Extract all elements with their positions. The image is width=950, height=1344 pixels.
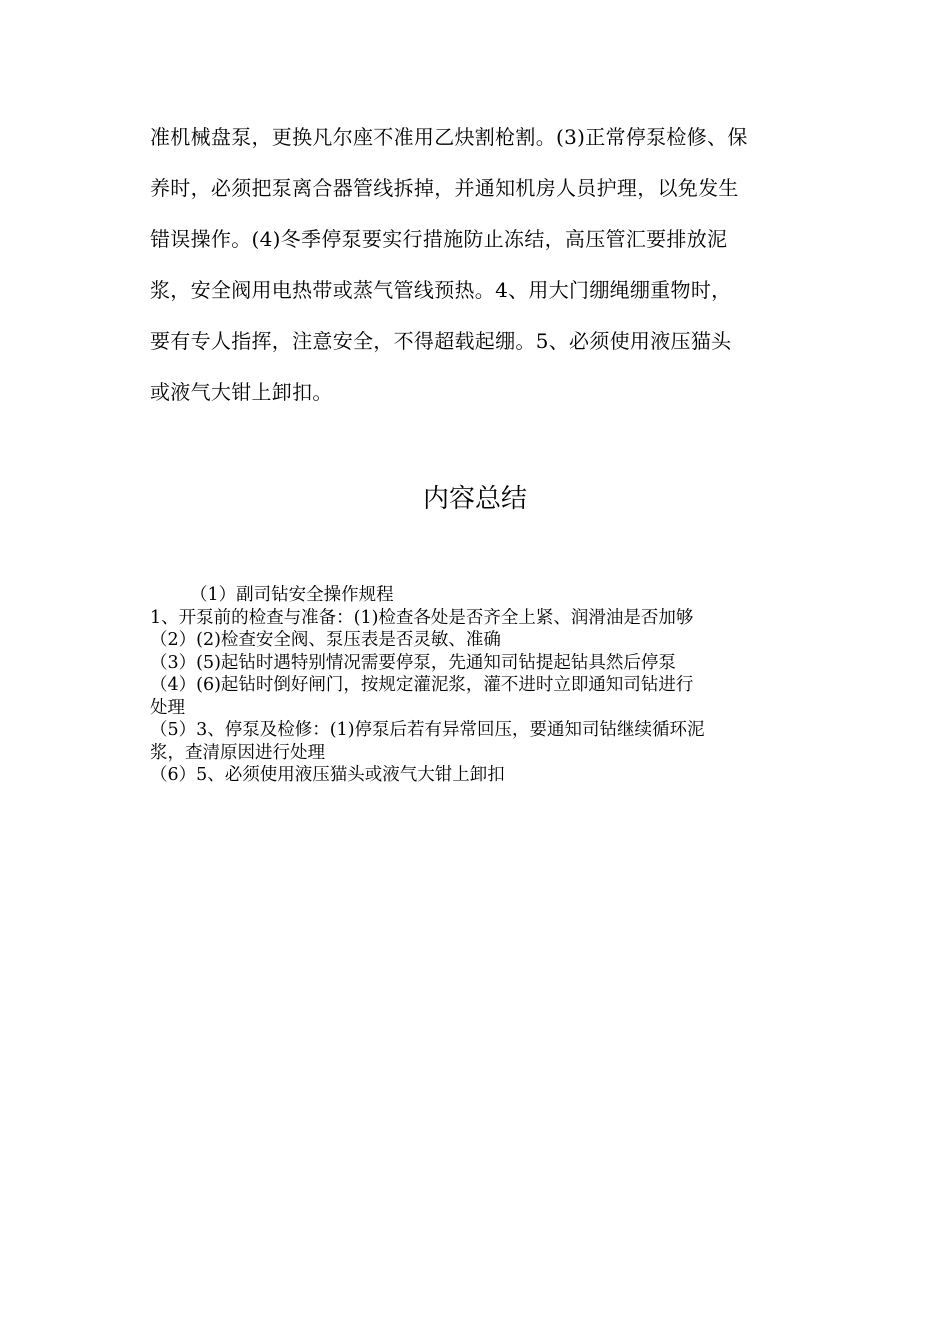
body-line: 或液气大钳上卸扣。 [150,380,333,404]
summary-item-continuation: 处理 [150,697,185,718]
summary-item: （3）(5)起钻时遇特别情况需要停泵，先通知司钻提起钻具然后停泵 [150,652,676,673]
summary-list [150,584,810,787]
body-line: 浆，安全阀用电热带或蒸气管线预热。4、用大门绷绳绷重物时， [150,278,732,302]
summary-item: （6）5、必须使用液压猫头或液气大钳上卸扣 [150,765,505,785]
body-line: 要有专人指挥，注意安全，不得超载起绷。5、必须使用液压猫头 [150,329,732,353]
summary-item: 1、开泵前的检查与准备：(1)检查各处是否齐全上紧、润滑油是否加够 [150,607,694,628]
summary-item: （4）(6)起钻时倒好闸门，按规定灌泥浆，灌不进时立即通知司钻进行 [150,675,694,695]
body-line: 养时，必须把泵离合器管线拆掉，并通知机房人员护理，以免发生 [150,176,739,200]
summary-item-continuation: 浆，查清原因进行处理 [150,742,325,763]
summary-item: （2）(2)检查安全阀、泵压表是否灵敏、准确 [150,630,501,650]
summary-heading: （1）副司钻安全操作规程 [190,585,394,605]
body-line: 错误操作。(4)冬季停泵要实行措施防止冻结，高压管汇要排放泥 [150,227,728,251]
body-line: 准机械盘泵，更换凡尔座不准用乙炔割枪割。(3)正常停泵检修、保 [150,125,748,149]
summary-item: （5）3、停泵及检修：(1)停泵后若有异常回压，要通知司钻继续循环泥 [150,720,705,740]
body-paragraph [150,112,810,418]
summary-title: 内容总结 [422,484,527,514]
